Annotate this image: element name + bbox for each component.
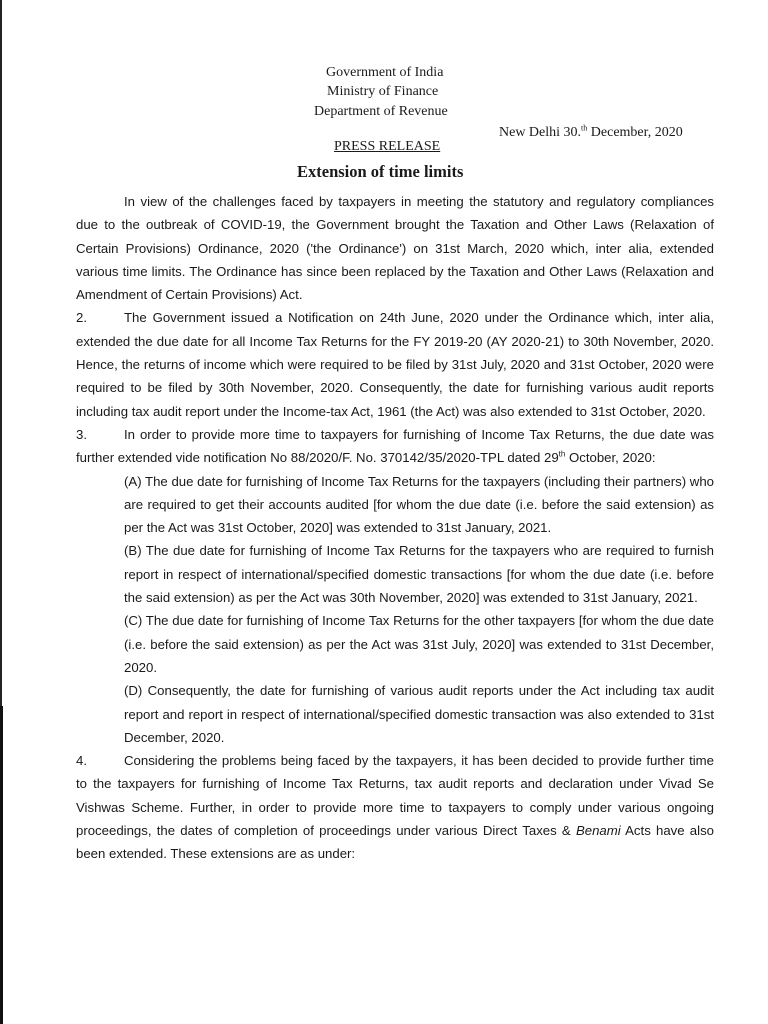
list-item-a: (A) The due date for furnishing of Income Tax Returns for the taxpayers (including their partners) who are required to get their accounts audited [for whom the due date (i.e. before the said extension) as per the Act was 31st October, 2020] was extended to 31st January, 2021.: [124, 473, 714, 536]
paragraph-4-italic: Benami: [575, 823, 621, 839]
list-item-b: (B) The due date for furnishing of Income Tax Returns for the taxpayers who are required to furnish report in respect of international/specified domestic transactions [for whom the due date (i.e. before the said extension) as per the Act was 30th November, 2020] was extended to 31st January, 2021.: [124, 543, 714, 606]
header-date: [499, 124, 683, 142]
header-government: Government of India: [326, 65, 444, 80]
paragraph-number: 4.: [76, 753, 87, 769]
document-body: [76, 190, 714, 866]
paragraph-2: [76, 306, 714, 422]
date-superscript: th: [581, 123, 588, 133]
scan-left-edge-dark: [0, 706, 3, 1024]
paragraph-number: 3.: [76, 426, 87, 442]
page-title: Extension of time limits: [297, 162, 464, 181]
paragraph-4: [76, 749, 714, 865]
paragraph-number: 2.: [76, 310, 87, 326]
header-ministry: Ministry of Finance: [327, 84, 439, 99]
paragraph-1: In view of the challenges faced by taxpayers in meeting the statutory and regulatory compliances due to the outbreak of COVID-19, the Government brought the Taxation and Other Laws (Relaxation of Certain Provisions) Ordinance, 2020 ('the Ordinance') on 31st March, 2020 which, inter alia, extended various time limits. The Ordinance has since been replaced by the Taxation and Other Laws (Relaxation and Amendment of Certain Provisions) Act.: [76, 194, 714, 303]
paragraph-3-text: In order to provide more time to taxpayers for furnishing of Income Tax Returns, the due date was further extended vide notification No 88/2020/F. No. 370142/35/2020-TPL dated 29: [76, 426, 714, 466]
paragraph-3-superscript: th: [558, 449, 566, 459]
paragraph-3: [76, 423, 714, 470]
paragraph-4-text-end: Acts have also been extended. These extensions are as under:: [76, 823, 714, 862]
list-item-d: (D) Consequently, the date for furnishing of various audit reports under the Act including tax audit report and report in respect of international/specified domestic transaction was also extended to 31st December, 2020.: [124, 683, 714, 745]
press-release-label: PRESS RELEASE: [334, 139, 441, 154]
date-suffix: December, 2020: [587, 125, 683, 140]
paragraph-3-text-end: October, 2020:: [565, 450, 656, 466]
header-department: Department of Revenue: [314, 104, 448, 119]
paragraph-4-text: Considering the problems being faced by the taxpayers, it has been decided to provide further time to the taxpayers for furnishing of Income Tax Returns, tax audit reports and declaration under Vivad Se Vishwas Scheme. Further, in order to provide more time to taxpayers to comply under various ongoing proceedings, the dates of completion of proceedings under various Direct Taxes &: [76, 753, 714, 839]
date-prefix: New Delhi 30.: [499, 125, 582, 140]
list-item-c: (C) The due date for furnishing of Income Tax Returns for the other taxpayers [for whom the due date (i.e. before the said extension) as per the Act was 31st July, 2020] was extended to 31st December, 2020.: [124, 613, 714, 675]
paragraph-2-text: The Government issued a Notification on 24th June, 2020 under the Ordinance which, inter alia, extended the due date for all Income Tax Returns for the FY 2019-20 (AY 2020-21) to 30th November, 2020. Hence, the returns of income which were required to be filed by 31st July, 2020 and 31st October, 2020 were required to be filed by 30th November, 2020. Consequently, the date for furnishing various audit reports including tax audit report under the Income-tax Act, 1961 (the Act) was also extended to 31st October, 2020.: [76, 310, 714, 419]
